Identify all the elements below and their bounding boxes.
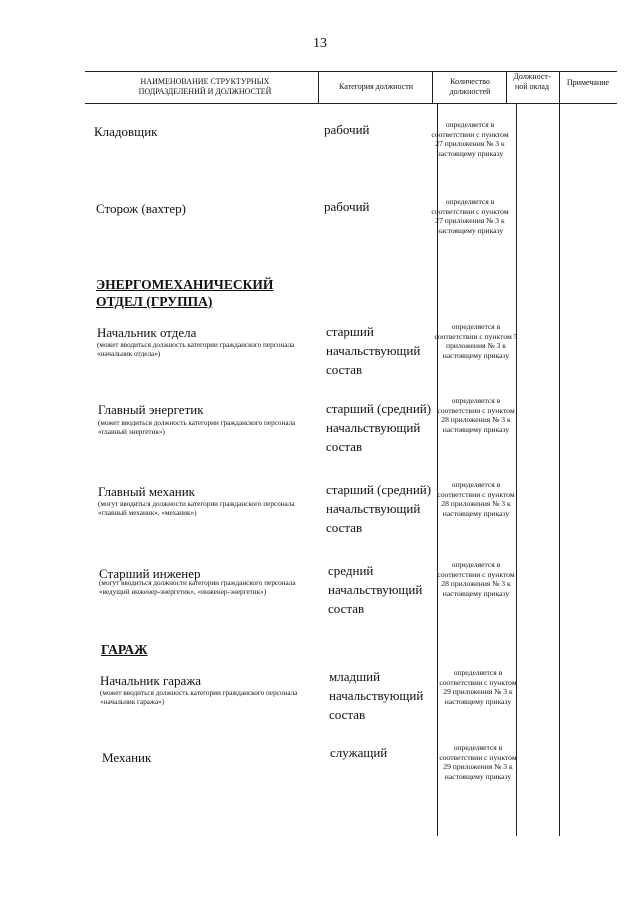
column-divider-2 [432,71,433,104]
section-heading: ЭНЕРГОМЕХАНИЧЕСКИЙ ОТДЕЛ (ГРУППА) [96,277,274,309]
position-quantity: определяется в соответствии с пунктом 27 приложения № 3 к настоящему приказу [431,120,509,158]
page-number: 13 [313,36,327,51]
position-title: Начальник гаража [100,673,202,688]
position-quantity: определяется в соответствии с пунктом 5 приложения № 3 к настоящему приказу [434,322,518,360]
position-title: Начальник отдела [97,325,197,340]
header-name-column: НАИМЕНОВАНИЕ СТРУКТУРНЫХ ПОДРАЗДЕЛЕНИЙ И ДОЛЖНОСТЕЙ [138,77,272,96]
position-note: (могут вводиться должности категории гражданского персонала «главный механик», «механик») [98,500,295,517]
position-quantity: определяется в соответствии с пунктом 27 приложения № 3 к настоящему приказу [431,197,509,235]
header-salary-column: Должност-ной оклад [513,72,551,91]
header-quantity-column: Количество должностей [449,77,491,96]
header-category-column: Категория должности [339,82,413,91]
position-quantity: определяется в соответствии с пунктом 29 приложения № 3 к настоящему приказу [439,743,517,781]
position-title: Механик [102,750,152,765]
column-divider-4 [559,71,560,104]
position-category: младший начальствующий состав [329,669,424,722]
position-title: Старший инженер [99,566,201,581]
position-note: (может вводиться должность категории гражданского персонала «начальник отдела») [97,341,295,358]
position-title: Главный механик [98,484,195,499]
position-category: старший начальствующий состав [326,324,421,377]
position-note: (могут вводиться должности категории гражданского персонала «ведущий инженер-энергетик», «инженер-энергетик») [99,579,296,596]
header-remark-column: Примечание [566,78,610,87]
section-heading: ГАРАЖ [101,642,148,657]
header-bottom-rule [85,103,617,104]
position-quantity: определяется в соответствии с пунктом 28 приложения № 3 к настоящему приказу [437,560,515,598]
position-category: рабочий [324,199,370,214]
position-note: (может вводиться должность категории гражданского персонала «главный энергетик») [98,419,296,436]
position-category: служащий [330,745,388,760]
position-category: старший (средний) начальствующий состав [326,482,432,535]
position-title: Сторож (вахтер) [96,201,186,216]
column-divider-4-body [559,103,560,836]
column-divider-3 [506,71,507,104]
position-title: Главный энергетик [98,402,204,417]
position-note: (может вводиться должность категории гражданского персонала «начальник гаража») [100,689,298,706]
position-quantity: определяется в соответствии с пунктом 29 приложения № 3 к настоящему приказу [439,668,517,706]
position-quantity: определяется в соответствии с пунктом 28 приложения № 3 к настоящему приказу [437,480,515,518]
position-quantity: определяется в соответствии с пунктом 28 приложения № 3 к настоящему приказу [437,396,515,434]
column-divider-3-body [516,103,517,836]
position-category: рабочий [324,122,370,137]
position-category: средний начальствующий состав [328,563,423,616]
position-category: старший (средний) начальствующий состав [326,401,432,454]
column-divider-1 [318,71,319,104]
position-title: Кладовщик [94,124,158,139]
